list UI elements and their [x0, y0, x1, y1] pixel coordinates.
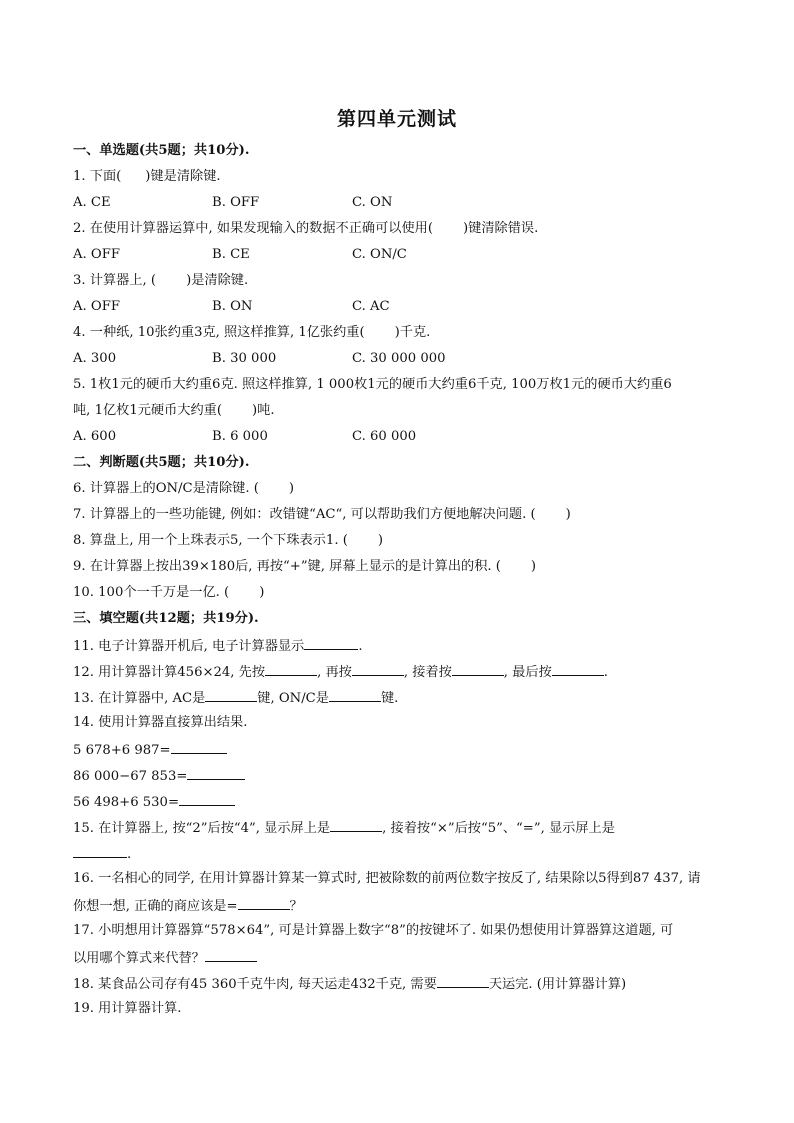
- answer-blank[interactable]: [179, 792, 235, 806]
- option-b[interactable]: B. 6 000: [212, 429, 268, 444]
- option-a[interactable]: A. CE: [73, 195, 111, 210]
- question-15-line-1: 15. 在计算器上, 按“2”后按“4”, 显示屏上是 , 接着按“×”后按“5”、“=”, 显示屏上是: [73, 818, 615, 838]
- question-17-line-1: 17. 小明想用计算器算“578×64”, 可是计算器上数字“8”的按键坏了. 如果仍想使用计算器算这道题, 可: [73, 923, 674, 938]
- question-19: 19. 用计算器计算.: [73, 1001, 182, 1016]
- answer-blank[interactable]: [452, 662, 504, 676]
- answer-blank[interactable]: [352, 662, 404, 676]
- answer-blank[interactable]: [73, 844, 127, 858]
- question-12: 12. 用计算器计算456×24, 先按 , 再按 , 接着按 , 最后按 .: [73, 662, 608, 682]
- question-7: 7. 计算器上的一些功能键, 例如：改错键“AC“, 可以帮助我们方便地解决问题. ( ): [73, 507, 571, 522]
- option-b[interactable]: B. ON: [212, 299, 253, 314]
- option-c[interactable]: C. 30 000 000: [352, 351, 446, 366]
- option-c[interactable]: C. ON/C: [352, 247, 407, 262]
- option-a[interactable]: A. 600: [73, 429, 117, 444]
- option-a[interactable]: A. OFF: [73, 299, 121, 314]
- question-9: 9. 在计算器上按出39×180后, 再按“+”键, 屏幕上显示的是计算出的积. ( ): [73, 559, 537, 574]
- answer-blank[interactable]: [205, 688, 257, 702]
- question-15-line-2: .: [73, 844, 131, 864]
- answer-blank[interactable]: [238, 896, 290, 910]
- option-c[interactable]: C. ON: [352, 195, 393, 210]
- question-10: 10. 100个一千万是一亿. ( ): [73, 585, 265, 600]
- question-5-options: [73, 428, 723, 446]
- answer-blank[interactable]: [437, 974, 489, 988]
- answer-blank[interactable]: [171, 740, 227, 754]
- question-17-line-2: 以用哪个算式来代替？: [73, 948, 257, 968]
- question-14-item-2: 86 000−67 853=: [73, 766, 245, 786]
- question-6: 6. 计算器上的ON/C是清除键. ( ): [73, 481, 295, 496]
- option-c[interactable]: C. AC: [352, 299, 390, 314]
- question-14-item-1: 5 678+6 987=: [73, 740, 227, 760]
- option-c[interactable]: C. 60 000: [352, 429, 417, 444]
- question-18: 18. 某食品公司存有45 360千克牛肉, 每天运走432千克, 需要 天运完. (用计算器计算): [73, 974, 626, 994]
- question-13: 13. 在计算器中, AC是 键, ON/C是 键.: [73, 688, 398, 708]
- answer-blank[interactable]: [304, 636, 358, 650]
- question-8: 8. 算盘上, 用一个上珠表示5, 一个下珠表示1. ( ): [73, 533, 384, 548]
- option-a[interactable]: A. 300: [73, 351, 117, 366]
- section-heading-true-false: 二、判断题(共5题；共10分).: [73, 455, 250, 470]
- question-5-line-1: 5. 1枚1元的硬币大约重6克. 照这样推算, 1 000枚1元的硬币大约重6千克, 100万枚1元的硬币大约重6: [73, 377, 672, 392]
- question-14-item-3: 56 498+6 530=: [73, 792, 235, 812]
- answer-blank[interactable]: [187, 766, 245, 780]
- answer-blank[interactable]: [552, 662, 604, 676]
- question-1-options: [73, 194, 723, 212]
- question-2-options: [73, 246, 723, 264]
- page-title: 第四单元测试: [336, 108, 457, 130]
- question-11: 11. 电子计算器开机后, 电子计算器显示 .: [73, 636, 363, 656]
- question-4-options: [73, 350, 723, 368]
- answer-blank[interactable]: [330, 818, 382, 832]
- question-16-line-2: 你想一想, 正确的商应该是= ？: [73, 896, 303, 916]
- option-b[interactable]: B. CE: [212, 247, 250, 262]
- question-5-line-2: 吨, 1亿枚1元硬币大约重( )吨.: [73, 403, 275, 418]
- question-16-line-1: 16. 一名相心的同学, 在用计算器计算某一算式时, 把被除数的前两位数字按反了, 结果除以5得到87 437, 请: [73, 871, 701, 886]
- section-heading-fill-blank: 三、填空题(共12题；共19分).: [73, 611, 259, 626]
- answer-blank[interactable]: [265, 662, 317, 676]
- option-a[interactable]: A. OFF: [73, 247, 121, 262]
- question-3-options: [73, 298, 723, 316]
- question-3: 3. 计算器上, ( )是清除键.: [73, 273, 249, 288]
- answer-blank[interactable]: [205, 948, 257, 962]
- question-4: 4. 一种纸, 10张约重3克, 照这样推算, 1亿张约重( )千克.: [73, 325, 431, 340]
- question-2: 2. 在使用计算器运算中, 如果发现输入的数据不正确可以使用( )键清除错误.: [73, 221, 539, 236]
- option-b[interactable]: B. OFF: [212, 195, 260, 210]
- section-heading-single-choice: 一、单选题(共5题；共10分).: [73, 143, 250, 158]
- answer-blank[interactable]: [329, 688, 381, 702]
- option-b[interactable]: B. 30 000: [212, 351, 277, 366]
- question-14: 14. 使用计算器直接算出结果.: [73, 715, 248, 730]
- question-1: 1. 下面( )键是清除键.: [73, 169, 221, 184]
